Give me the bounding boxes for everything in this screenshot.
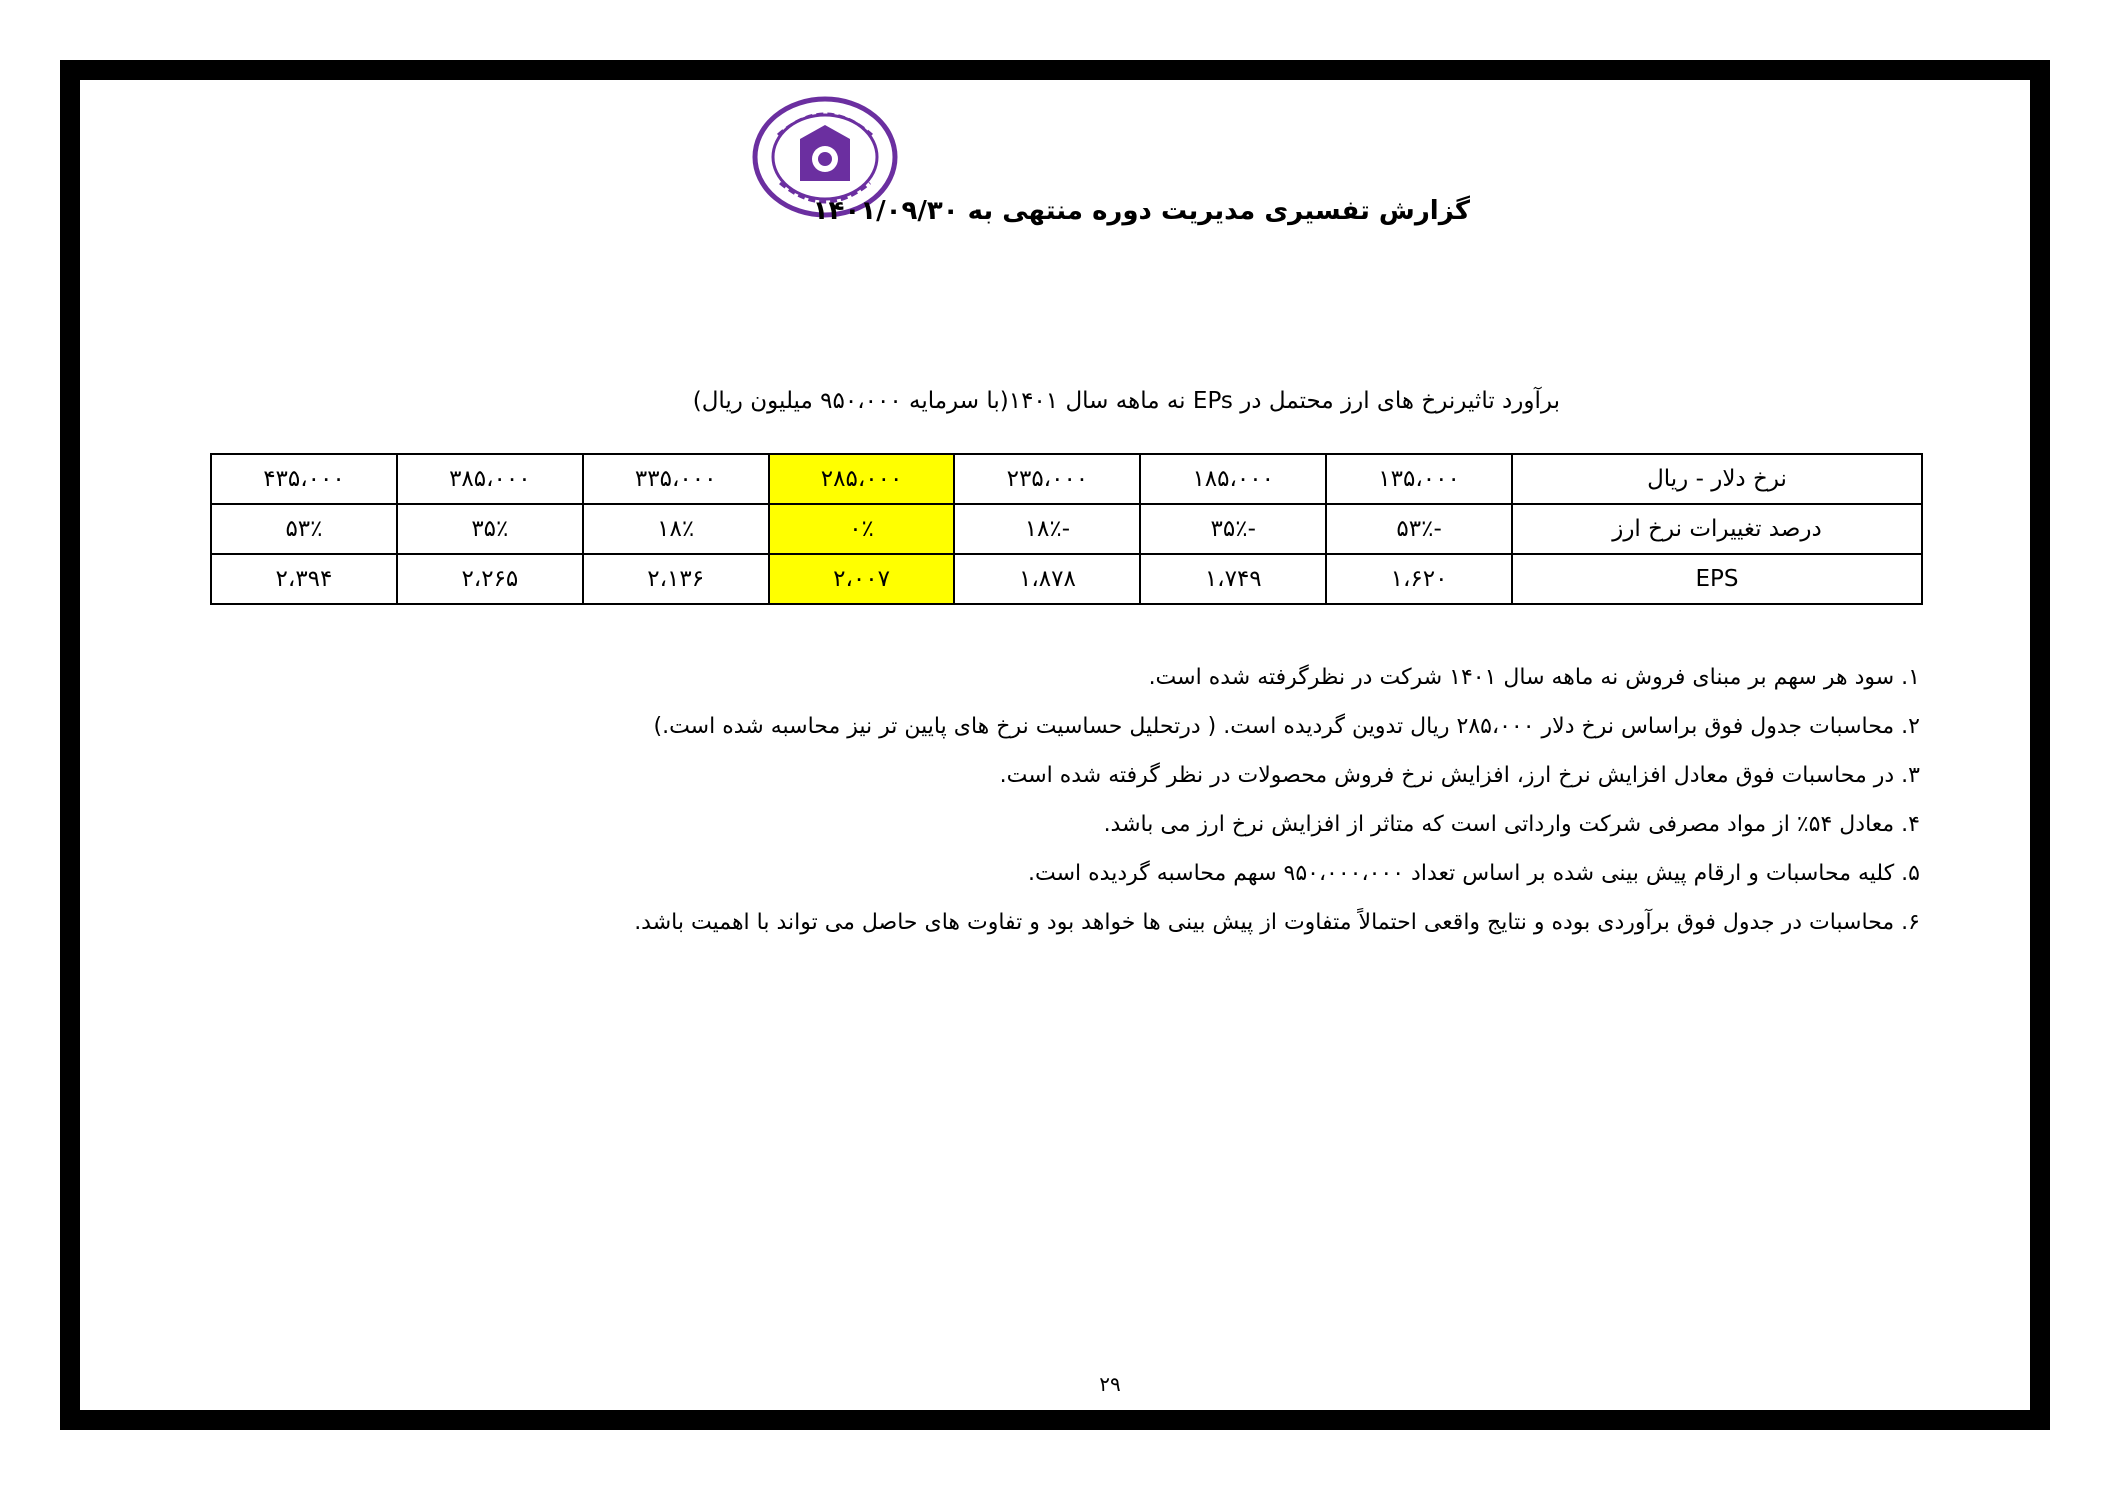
- table-cell: -۳۵٪: [1140, 504, 1326, 554]
- table-cell: ۳۸۵،۰۰۰: [397, 454, 583, 504]
- table-row: [211, 454, 1922, 504]
- table-cell: ۳۵٪: [397, 504, 583, 554]
- table-row: [211, 504, 1922, 554]
- table-cell: ۱۳۵،۰۰۰: [1326, 454, 1512, 504]
- table-cell: ۴۳۵،۰۰۰: [211, 454, 397, 504]
- table-row: [211, 554, 1922, 604]
- note-item: ۳. در محاسبات فوق معادل افزایش نرخ ارز، افزایش نرخ فروش محصولات در نظر گرفته شده است.: [999, 763, 1920, 788]
- table-cell: ۲،۳۹۴: [211, 554, 397, 604]
- note-item: ۵. کلیه محاسبات و ارقام پیش بینی شده بر اساس تعداد ۹۵۰،۰۰۰،۰۰۰ سهم محاسبه گردیده است.: [1028, 861, 1920, 886]
- table-cell: -۵۳٪: [1326, 504, 1512, 554]
- note-item: ۱. سود هر سهم بر مبنای فروش نه ماهه سال ۱۴۰۱ شرکت در نظرگرفته شده است.: [1148, 665, 1920, 690]
- table-cell-highlighted: ۲۸۵،۰۰۰: [769, 454, 955, 504]
- note-item: ۲. محاسبات جدول فوق براساس نرخ دلار ۲۸۵،۰۰۰ ریال تدوین گردیده است. ( درتحلیل حساسیت نرخ های پایین تر نیز محاسبه شده است.): [653, 714, 1920, 739]
- table-cell: ۱،۸۷۸: [954, 554, 1140, 604]
- table-title: برآورد تاثیرنرخ های ارز محتمل در EPs نه ماهه سال ۱۴۰۱(با سرمایه ۹۵۰،۰۰۰ میلیون ریال): [692, 388, 1560, 414]
- note-item: ۴. معادل ۵۴٪ از مواد مصرفی شرکت وارداتی است که متاثر از افزایش نرخ ارز می باشد.: [1103, 812, 1920, 837]
- table-cell: ۵۳٪: [211, 504, 397, 554]
- table-cell: ۲،۱۳۶: [583, 554, 769, 604]
- eps-sensitivity-table: [210, 453, 1923, 605]
- row-label-dollar-rate: نرخ دلار - ریال: [1512, 454, 1922, 504]
- note-item: ۶. محاسبات در جدول فوق برآوردی بوده و نتایج واقعی احتمالاً متفاوت از پیش بینی ها خواهد بود و تفاوت های حاصل می تواند با اهمیت باشد.: [634, 910, 1920, 935]
- table-cell: ۱،۷۴۹: [1140, 554, 1326, 604]
- table-cell: ۱،۶۲۰: [1326, 554, 1512, 604]
- notes-list: [560, 658, 1920, 952]
- table-cell: ۱۸۵،۰۰۰: [1140, 454, 1326, 504]
- table-cell: -۱۸٪: [954, 504, 1140, 554]
- table-cell-highlighted: ۲،۰۰۷: [769, 554, 955, 604]
- table-cell: ۲،۲۶۵: [397, 554, 583, 604]
- table-cell-highlighted: ۰٪: [769, 504, 955, 554]
- row-label-rate-change: درصد تغییرات نرخ ارز: [1512, 504, 1922, 554]
- report-title: گزارش تفسیری مدیریت دوره منتهی به ۱۴۰۱/۰۹/۳۰: [812, 196, 1470, 226]
- table-cell: ۲۳۵،۰۰۰: [954, 454, 1140, 504]
- row-label-eps: EPS: [1512, 554, 1922, 604]
- table-cell: ۳۳۵،۰۰۰: [583, 454, 769, 504]
- page-number: ۲۹: [1099, 1372, 1121, 1396]
- table-cell: ۱۸٪: [583, 504, 769, 554]
